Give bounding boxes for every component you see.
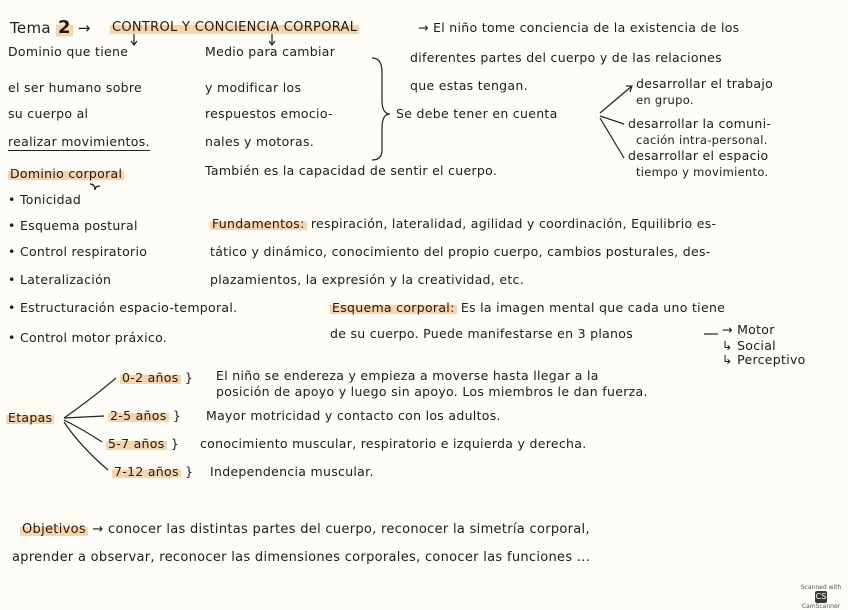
header-arrow-text: → El niño tome conciencia de la existencia de los (418, 20, 740, 35)
tener-item: cación intra-personal. (636, 133, 768, 147)
tener-item: en grupo. (636, 93, 694, 107)
col3-line: diferentes partes del cuerpo y de las relaciones (410, 50, 722, 65)
page-title: CONTROL Y CONCIENCIA CORPORAL (112, 20, 358, 35)
tener-item: desarrollar la comuni- (628, 116, 772, 131)
etapa-age: 5-7 años } (108, 436, 180, 451)
tener-item: desarrollar el trabajo (636, 76, 774, 91)
objetivos-label: Objetivos (22, 522, 86, 537)
col2-tail: También es la capacidad de sentir el cuerpo. (205, 163, 498, 178)
esquema-label: Esquema corporal: (332, 300, 455, 315)
col2-line: nales y motoras. (205, 134, 315, 149)
col2-line: y modificar los (205, 80, 302, 95)
etapa-age: 7-12 años } (114, 464, 194, 479)
dominio-item: • Control respiratorio (8, 244, 148, 259)
tener-item: tiempo y movimiento. (636, 165, 769, 179)
plano-item: ↳ Social (722, 338, 776, 353)
col1-line: su cuerpo al (8, 106, 89, 121)
tema-number: 2 (57, 17, 71, 38)
etapa-text: Independencia muscular. (210, 464, 374, 479)
dominio-item: • Esquema postural (8, 218, 138, 233)
tener-item: desarrollar el espacio (628, 148, 769, 163)
fundamentos-line: plazamientos, la expresión y la creatividad, etc. (210, 272, 524, 287)
tema-label: Tema 2 → (10, 17, 91, 38)
etapa-text: posición de apoyo y luego sin apoyo. Los miembros le dan fuerza. (216, 384, 648, 399)
esquema-line: Esquema corporal: Es la imagen mental que cada uno tiene (332, 300, 726, 315)
fundamentos-line: Fundamentos: respiración, lateralidad, agilidad y coordinación, Equilibrio es- (212, 216, 717, 231)
col2-line: Medio para cambiar (205, 44, 336, 59)
dominio-item: • Tonicidad (8, 192, 82, 207)
col3-line: que estas tengan. (410, 78, 528, 93)
col1-line: el ser humano sobre (8, 80, 143, 95)
col1-line: realizar movimientos. (8, 134, 150, 149)
fundamentos-label: Fundamentos: (212, 216, 305, 231)
objetivos-line: aprender a observar, reconocer las dimensiones corporales, conocer las funciones ... (12, 550, 591, 565)
etapa-text: Mayor motricidad y contacto con los adultos. (206, 408, 501, 423)
etapas-label: Etapas (8, 410, 53, 425)
dominio-item: • Lateralización (8, 272, 112, 287)
plano-item: → Motor (722, 322, 775, 337)
tener-en-cuenta: Se debe tener en cuenta (396, 106, 558, 121)
etapa-text: El niño se endereza y empieza a moverse hasta llegar a la (216, 368, 599, 383)
dominio-item: • Control motor práxico. (8, 330, 168, 345)
etapa-age: 0-2 años } (122, 370, 194, 385)
dominio-item: • Estructuración espacio-temporal. (8, 300, 238, 315)
etapa-age: 2-5 años } (110, 408, 182, 423)
plano-item: ↳ Perceptivo (722, 352, 806, 367)
etapa-text: conocimiento muscular, respiratorio e izquierda y derecha. (200, 436, 587, 451)
col2-line: respuestos emocio- (205, 106, 333, 121)
camscanner-watermark: Scanned with CS CamScanner (800, 584, 842, 610)
camscanner-logo-icon: CS (815, 592, 827, 601)
esquema-line: de su cuerpo. Puede manifestarse en 3 planos (330, 326, 634, 341)
fundamentos-line: tático y dinámico, conocimiento del propio cuerpo, cambios posturales, des- (210, 244, 711, 259)
objetivos-line: Objetivos → conocer las distintas partes del cuerpo, reconocer la simetría corporal, (22, 522, 590, 537)
col1-line: Dominio que tiene (8, 44, 129, 59)
dominio-corporal-title: Dominio corporal (10, 166, 123, 181)
